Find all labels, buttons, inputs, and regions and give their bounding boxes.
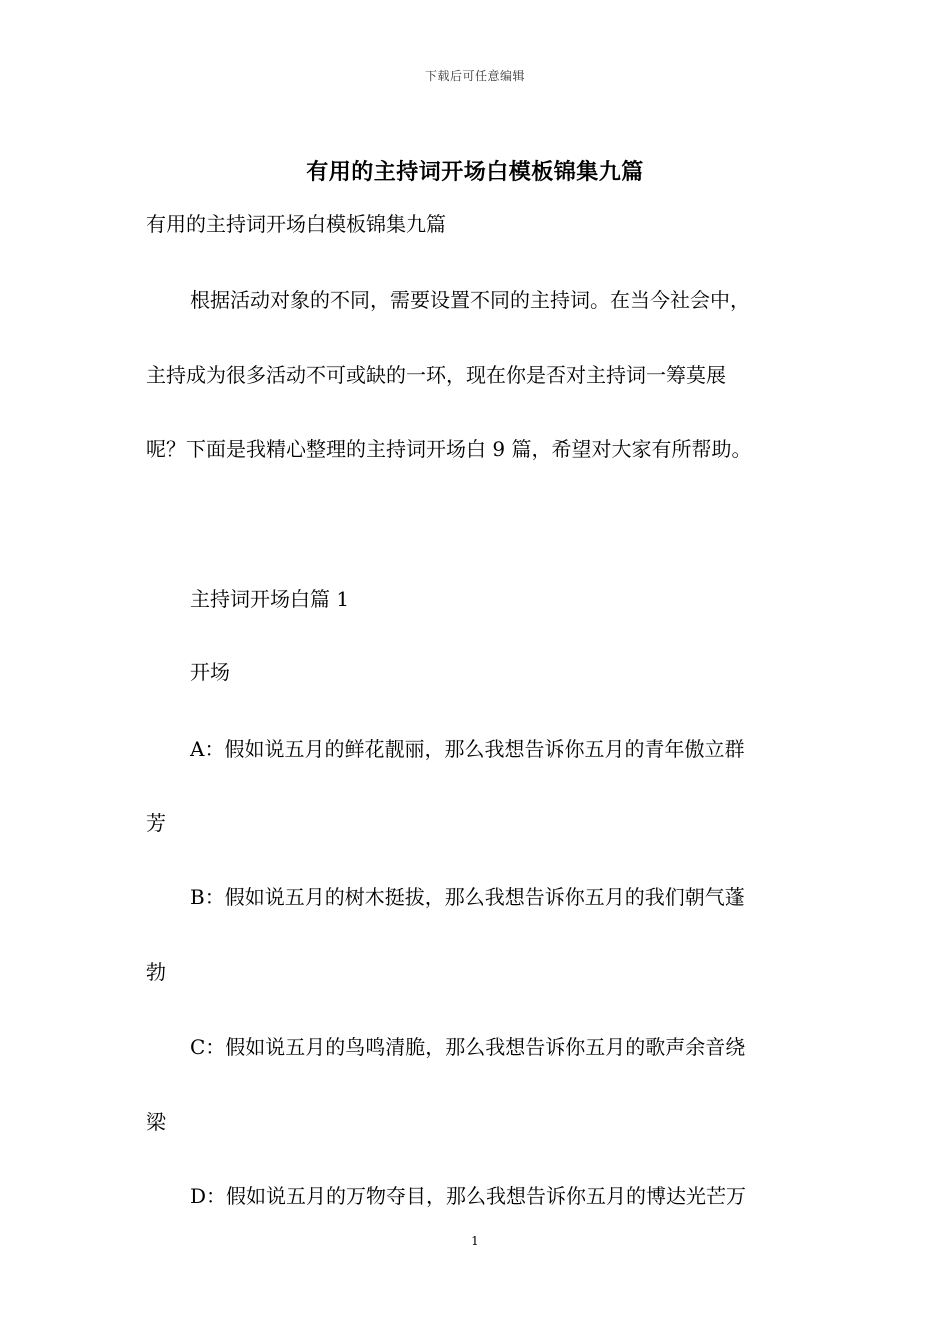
document-subtitle: 有用的主持词开场白模板锦集九篇 — [146, 212, 446, 236]
page-number: 1 — [471, 1234, 479, 1248]
section-subheading: 开场 — [190, 660, 230, 684]
document-title: 有用的主持词开场白模板锦集九篇 — [306, 159, 644, 185]
dialogue-line-c: C：假如说五月的鸟鸣清脆，那么我想告诉你五月的歌声余音绕 — [190, 1035, 746, 1059]
dialogue-line-c-cont: 梁 — [146, 1110, 166, 1134]
intro-line-3: 呢？下面是我精心整理的主持词开场白 9 篇，希望对大家有所帮助。 — [146, 437, 752, 461]
dialogue-line-d: D：假如说五月的万物夺目，那么我想告诉你五月的博达光芒万 — [190, 1184, 747, 1208]
intro-line-1: 根据活动对象的不同，需要设置不同的主持词。在当今社会中， — [190, 288, 750, 312]
dialogue-line-a: A：假如说五月的鲜花靓丽，那么我想告诉你五月的青年傲立群 — [190, 737, 745, 761]
page-header-note: 下载后可任意编辑 — [424, 69, 525, 83]
dialogue-line-b-cont: 勃 — [146, 960, 166, 984]
dialogue-line-a-cont: 芳 — [146, 811, 166, 835]
intro-line-2: 主持成为很多活动不可或缺的一环，现在你是否对主持词一筹莫展 — [146, 363, 726, 387]
dialogue-line-b: B：假如说五月的树木挺拔，那么我想告诉你五月的我们朝气蓬 — [190, 885, 745, 909]
section-heading: 主持词开场白篇 1 — [190, 587, 350, 611]
